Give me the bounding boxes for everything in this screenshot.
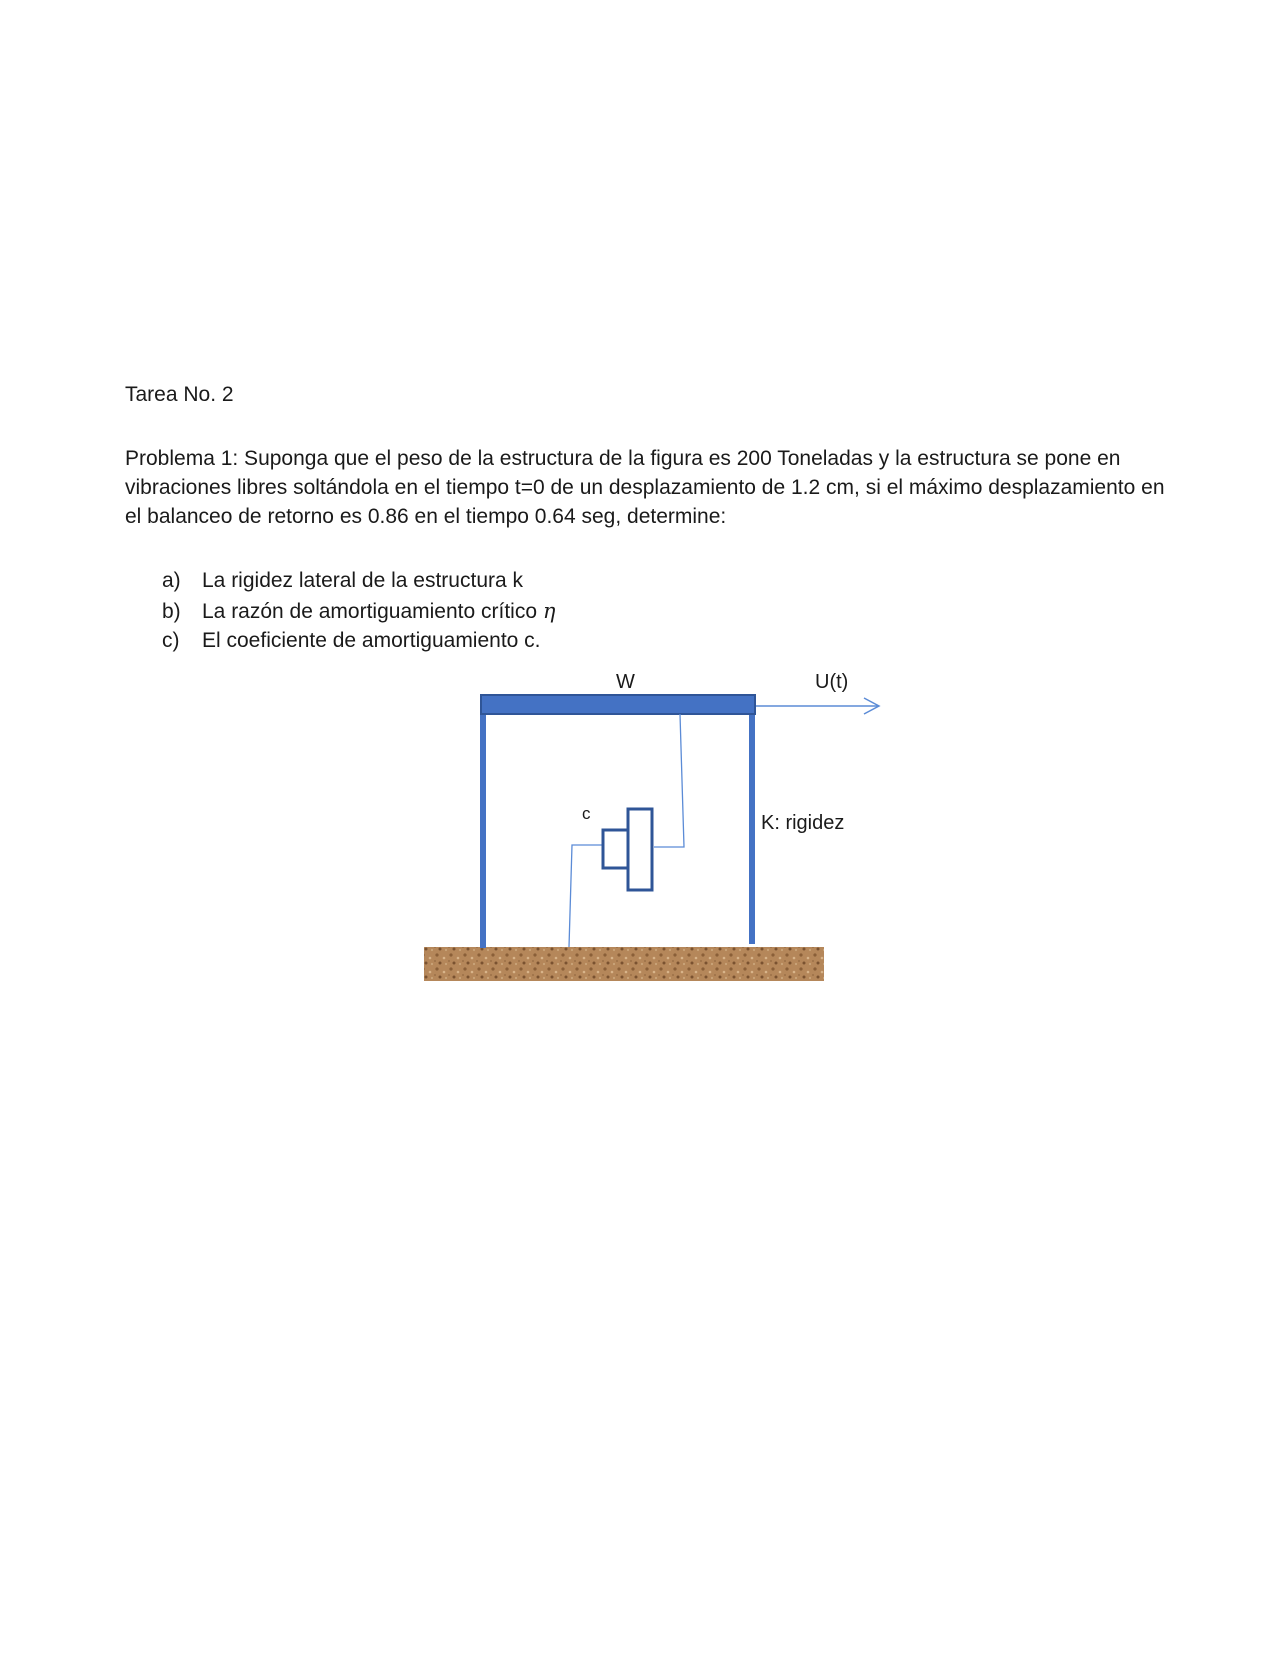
damper-link-top	[654, 714, 684, 847]
weight-label: W	[616, 671, 635, 693]
eta-symbol: η	[542, 599, 556, 623]
item-label: c)	[162, 629, 180, 652]
damper-piston	[603, 830, 629, 868]
item-label: b)	[162, 600, 181, 623]
problem-statement: Problema 1: Suponga que el peso de la estructura de la figura es 200 Toneladas y la estructura se pone en vibraciones libres soltándola en el tiempo t=0 de un desplazamiento de 1.2 cm, si el máximo desplazamiento en el balanceo de retorno es 0.86 en el tiempo 0.64 seg, determine:	[125, 447, 1165, 528]
item-text: La rigidez lateral de la estructura k	[202, 569, 523, 592]
left-column	[480, 712, 486, 948]
damper-label: c	[582, 804, 591, 823]
ground	[424, 947, 824, 981]
displacement-label: U(t)	[815, 671, 849, 693]
beam	[481, 695, 755, 714]
item-text: El coeficiente de amortiguamiento c.	[202, 629, 541, 652]
right-column	[749, 712, 755, 944]
damper-cylinder	[628, 809, 652, 890]
stiffness-label: K: rigidez	[761, 812, 845, 834]
item-text: La razón de amortiguamiento crítico	[202, 600, 543, 623]
assignment-title: Tarea No. 2	[125, 383, 234, 406]
damper-link-bottom	[569, 845, 602, 947]
item-label: a)	[162, 569, 181, 592]
